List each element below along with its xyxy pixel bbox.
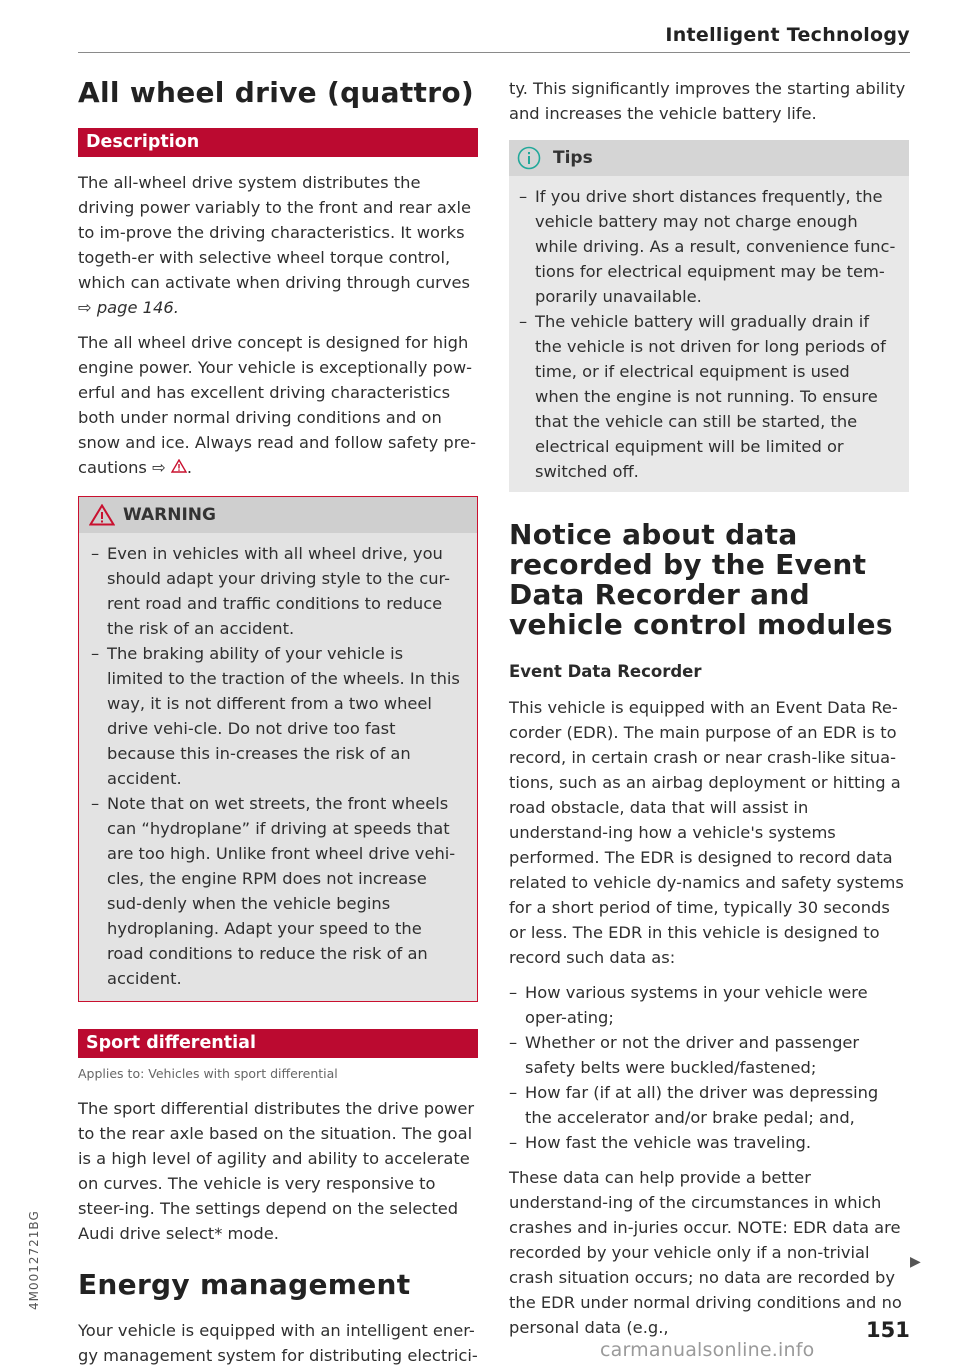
edr-list-item: – How various systems in your vehicle were oper-ating; [509, 980, 909, 1030]
edr-list-item: – Whether or not the driver and passenger safety belts were buckled/fastened; [509, 1030, 909, 1080]
page-number: 151 [866, 1318, 910, 1342]
sport-applies-to: Applies to: Vehicles with sport differential [78, 1066, 338, 1081]
header-rule [78, 52, 910, 53]
running-header-title: Intelligent Technology [665, 24, 910, 46]
page-146-link[interactable]: ⇨ page 146. [78, 298, 179, 317]
tips-list [519, 184, 897, 484]
awd-paragraph-1-text: The all-wheel drive system distributes the driving power variably to the front and rear axle to im-prove the driving characteristics. It works togeth-er with selective wheel torque control, which can activate when driving through curves [78, 173, 471, 292]
closing-paragraph: These data can help provide a better understand-ing of the circumstances in which crashes and in-juries occur. NOTE: EDR data are recorded by your vehicle only if a non-trivial crash situation occurs; no data are recorded by the EDR under normal driving conditions and no personal data (e.g., [509, 1168, 902, 1337]
sport-differential-bar: Sport differential [78, 1029, 478, 1058]
warning-triangle-icon [89, 504, 115, 526]
info-circle-icon [517, 146, 541, 170]
tips-box [509, 140, 909, 492]
right-column [509, 70, 909, 1340]
warning-ref-icon[interactable] [171, 455, 187, 480]
warning-box [78, 496, 478, 1002]
warning-item: – The braking ability of your vehicle is limited to the traction of the wheels. In this way, it is not different from a two wheel drive vehi-cle. Do not drive too fast because this in-creases the risk of an accident. [91, 641, 463, 791]
edr-list-item: – How far (if at all) the driver was depressing the accelerator and/or brake pedal; and, [509, 1080, 909, 1130]
continue-arrow-icon: ▶ [910, 1254, 921, 1270]
warning-header [79, 497, 477, 533]
awd-paragraph-2-end: . [186, 458, 193, 477]
warning-item: – Note that on wet streets, the front wheels can “hydroplane” if driving at speeds that are too high. Unlike front wheel drive vehi-cles, the engine RPM does not increase sud-denly when the vehicle begins hydroplaning. Adapt your speed to the road conditions to reduce the risk of an accident. [91, 791, 463, 991]
awd-paragraph-2-text: The all wheel drive concept is designed for high engine power. Your vehicle is exceptionally pow-erful and has excellent driving characteristics both under normal driving conditions and on snow and ice. Always read and follow safety pre-cautions ⇨ [78, 333, 476, 477]
awd-paragraph-1 [78, 170, 478, 320]
warning-title: WARNING [123, 505, 216, 525]
sport-paragraph: The sport differential distributes the drive power to the rear axle based on the situation. The goal is a high level of agility and ability to accelerate on curves. The vehicle is very responsive to steer-ing. The settings depend on the selected Audi drive select* mode. [78, 1099, 475, 1243]
edr-list [509, 980, 909, 1155]
tips-body [509, 176, 909, 492]
awd-section-title: All wheel drive (quattro) [78, 76, 474, 109]
awd-paragraph-2 [78, 330, 478, 480]
edr-list-item: – How fast the vehicle was traveling. [509, 1130, 909, 1155]
document-code: 4M0012721BG [27, 1210, 41, 1310]
notice-section-title: Notice about data recorded by the Event Data Recorder and vehicle control modules [509, 518, 893, 641]
warning-item: – Even in vehicles with all wheel drive, you should adapt your driving style to the cur-rent road and traffic conditions to reduce the risk of an accident. [91, 541, 463, 641]
edr-heading: Event Data Recorder [509, 662, 702, 681]
energy-section-title: Energy management [78, 1268, 411, 1301]
edr-paragraph: This vehicle is equipped with an Event Data Re-corder (EDR). The main purpose of an EDR is to record, in certain crash or near crash-like situa-tions, such as an airbag deployment or hitting a road obstacle, data that will assist in understand-ing how a vehicle's systems performed. The EDR is designed to record data related to vehicle dy-namics and safety systems for a short period of time, typically 30 seconds or less. The EDR in this vehicle is designed to record such data as: [509, 698, 904, 967]
tips-header [509, 140, 909, 176]
tips-item: – The vehicle battery will gradually drain if the vehicle is not driven for long periods of time, or if electrical equipment is used when the engine is not running. To ensure that the vehicle can still be started, the electrical equipment will be limited or switched off. [519, 309, 897, 484]
energy-continued-paragraph: ty. This significantly improves the starting ability and increases the vehicle battery life. [509, 79, 906, 123]
warning-list [91, 541, 463, 991]
tips-item: – If you drive short distances frequently, the vehicle battery may not charge enough while driving. As a result, convenience func-tions for electrical equipment may be tem-porarily unavailable. [519, 184, 897, 309]
left-column [78, 70, 478, 1368]
tips-title: Tips [553, 148, 593, 168]
energy-paragraph: Your vehicle is equipped with an intelligent ener-gy management system for distributing electrici- [78, 1321, 478, 1365]
watermark-text: carmanualsonline.info [600, 1339, 815, 1361]
description-bar: Description [78, 128, 478, 157]
warning-body [79, 533, 477, 1001]
